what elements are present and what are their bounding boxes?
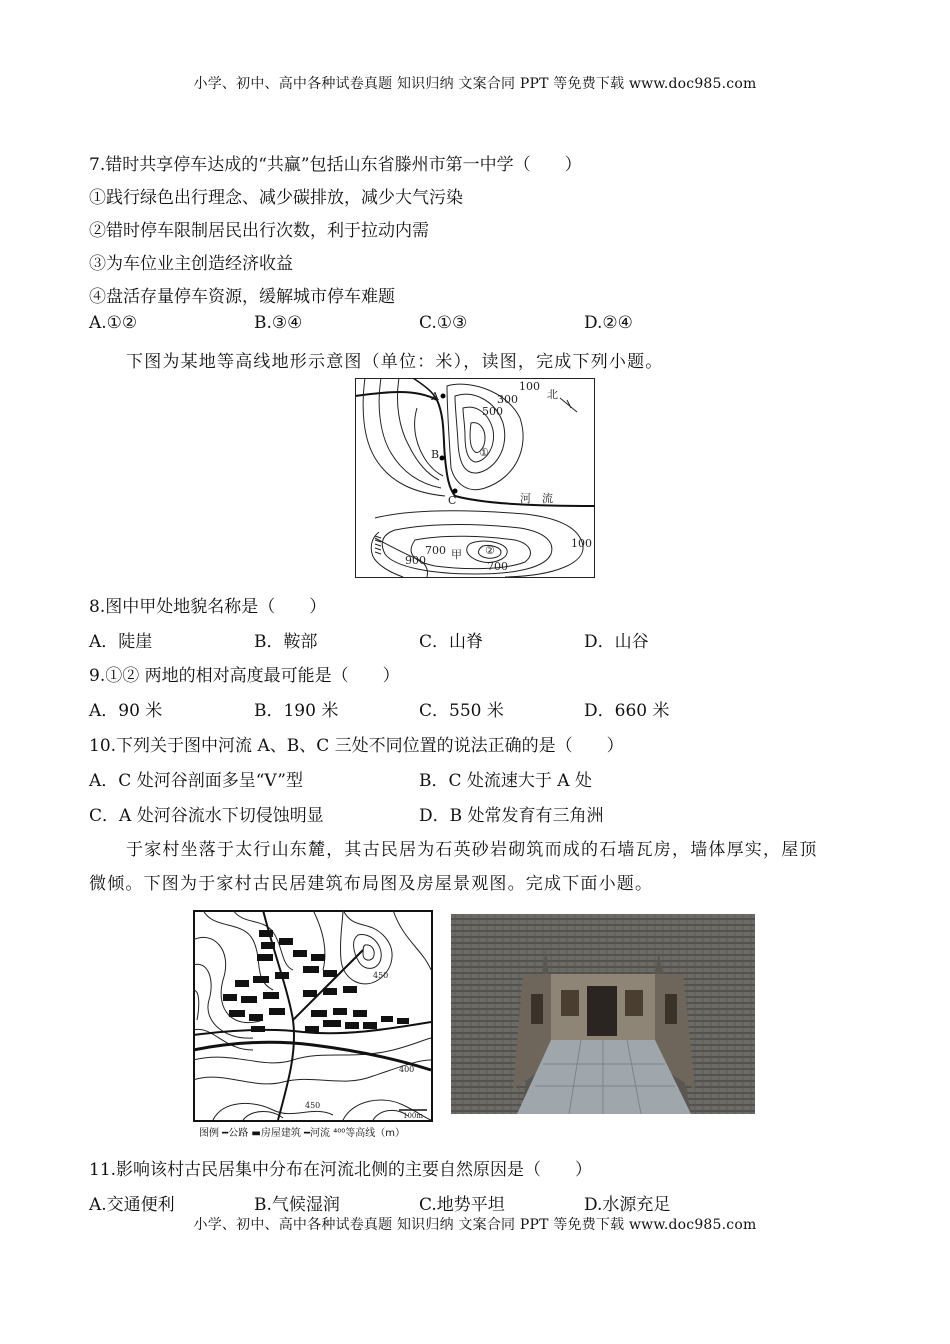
q10-option-c[interactable]: C．A 处河谷流水下切侵蚀明显 [89, 806, 324, 826]
q8-option-b[interactable]: B．鞍部 [254, 632, 318, 652]
q10-option-b[interactable]: B．C 处流速大于 A 处 [419, 771, 592, 791]
q7-option-c[interactable]: C.①③ [419, 313, 468, 333]
village-layout-map [193, 910, 433, 1122]
q9-option-b[interactable]: B．190 米 [254, 701, 339, 721]
q11-option-c[interactable]: C.地势平坦 [419, 1195, 505, 1215]
q9-option-c[interactable]: C．550 米 [419, 701, 504, 721]
elevation-label: 700 [487, 560, 508, 573]
q7-item-4: ④盘活存量停车资源，缓解城市停车难题 [89, 287, 395, 307]
elevation-label: 500 [482, 405, 503, 418]
point-b-marker [440, 456, 445, 461]
q10-option-a[interactable]: A．C 处河谷剖面多呈“V”型 [89, 771, 303, 791]
label-north: 北 [547, 388, 558, 401]
q11-option-a[interactable]: A.交通便利 [89, 1195, 175, 1215]
q7-item-2: ②错时停车限制居民出行次数，利于拉动内需 [89, 221, 429, 241]
q8-option-a[interactable]: A．陡崖 [89, 632, 153, 652]
elevation-label: 700 [425, 544, 446, 557]
label-c: C [448, 494, 457, 507]
q9-option-a[interactable]: A．90 米 [89, 701, 163, 721]
label-a: A [431, 390, 439, 403]
label-point-2: ② [485, 544, 495, 557]
q9-stem: 9.①② 两地的相对高度最可能是（ ） [89, 666, 400, 686]
q11-option-d[interactable]: D.水源充足 [584, 1195, 671, 1215]
door [587, 986, 617, 1036]
elevation-label: 450 [305, 1101, 321, 1110]
scale-label: 100m [403, 1112, 423, 1120]
elevation-label: 100 [571, 537, 592, 550]
elevation-label: 400 [399, 1065, 415, 1074]
q8-option-d[interactable]: D．山谷 [584, 632, 649, 652]
q10-stem: 10.下列关于图中河流 A、B、C 三处不同位置的说法正确的是（ ） [89, 736, 624, 756]
q7-option-a[interactable]: A.①② [89, 313, 138, 333]
q11-option-b[interactable]: B.气候湿润 [254, 1195, 340, 1215]
label-river: 河 流 [520, 492, 553, 505]
q7-item-3: ③为车位业主创造经济收益 [89, 254, 293, 274]
q7-stem: 7.错时共享停车达成的“共赢”包括山东省滕州市第一中学（ ） [89, 155, 582, 175]
page-header: 小学、初中、高中各种试卷真题 知识归纳 文案合同 PPT 等免费下载 www.doc985.com [193, 76, 757, 92]
intro-village-line-1: 于家村坐落于太行山东麓，其古民居为石英砂岩砌筑而成的石墙瓦房，墙体厚实，屋顶 [126, 840, 818, 860]
label-b: B [431, 448, 440, 461]
elevation-label: 100 [519, 380, 540, 393]
page-footer: 小学、初中、高中各种试卷真题 知识归纳 文案合同 PPT 等免费下载 www.doc985.com [193, 1217, 757, 1233]
q8-stem: 8.图中甲处地貌名称是（ ） [89, 597, 327, 617]
elevation-label: 300 [497, 393, 518, 406]
elevation-label: 450 [373, 971, 389, 980]
q7-item-1: ①践行绿色出行理念、减少碳排放，减少大气污染 [89, 188, 463, 208]
q9-option-d[interactable]: D．660 米 [584, 701, 670, 721]
point-c-marker [453, 489, 458, 494]
label-jia: 甲 [451, 548, 462, 561]
q11-stem: 11.影响该村古民居集中分布在河流北侧的主要自然原因是（ ） [89, 1160, 593, 1180]
map-legend: 图例 ━公路 ▬房屋建筑 ━河流 ⁴⁰⁰等高线（m） [199, 1128, 405, 1139]
q8-option-c[interactable]: C．山脊 [419, 632, 484, 652]
label-point-1: ① [479, 446, 489, 459]
courtyard-photo [451, 914, 755, 1114]
intro-contour-map: 下图为某地等高线地形示意图（单位：米），读图，完成下列小题。 [126, 352, 664, 372]
contour-map-figure [355, 378, 595, 578]
q7-option-b[interactable]: B.③④ [254, 313, 303, 333]
q7-option-d[interactable]: D.②④ [584, 313, 633, 333]
q10-option-d[interactable]: D．B 处常发育有三角洲 [419, 806, 604, 826]
elevation-label: 900 [405, 554, 426, 567]
intro-village-line-2: 微倾。下图为于家村古民居建筑布局图及房屋景观图。完成下面小题。 [89, 874, 654, 894]
point-a-marker [441, 394, 446, 399]
